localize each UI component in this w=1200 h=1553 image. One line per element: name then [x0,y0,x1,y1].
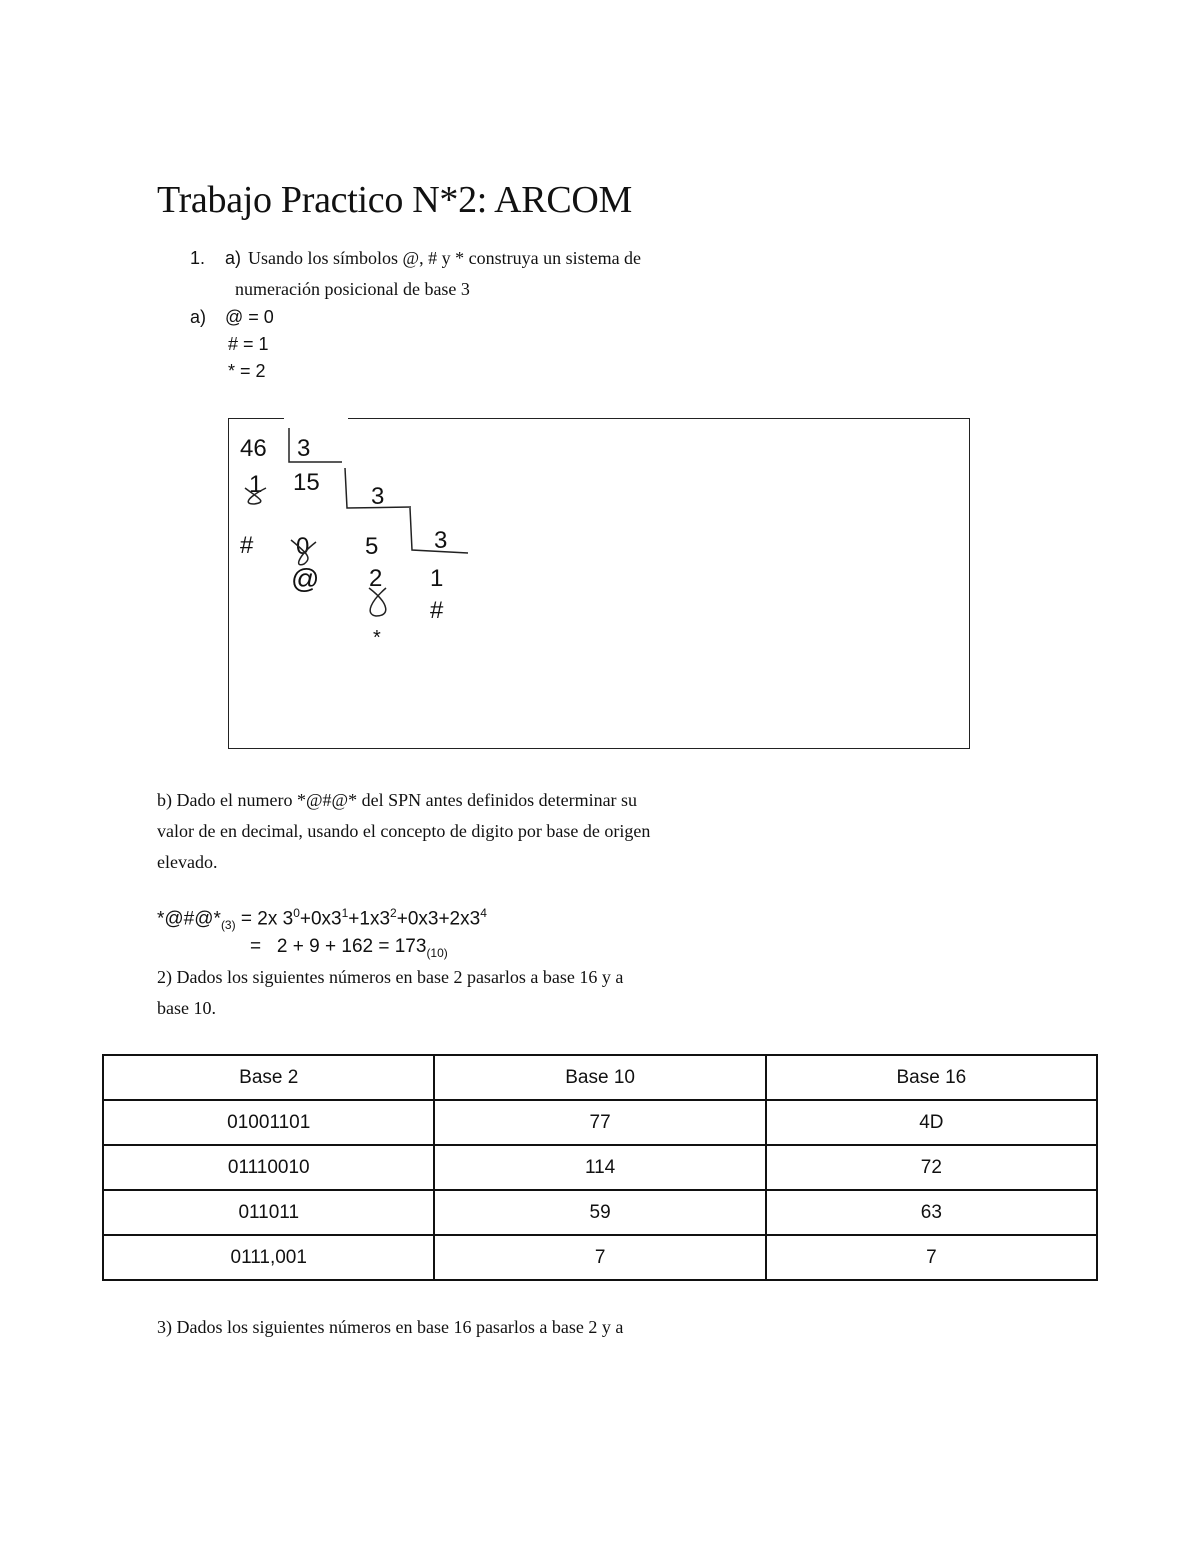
q1b-line2: valor de en decimal, usando el concepto de digito por base de origen [157,821,651,841]
eq1-exp3: 2 [390,906,397,920]
eq1-lhs: *@#@* [157,908,221,930]
q1-prefix: a) [225,248,242,268]
remainder-1: 1 [249,471,263,498]
eq1-term2: +0x3 [299,908,342,930]
cell-base-2: 01001101 [103,1100,434,1145]
eq1-lhs-sub: (3) [220,918,236,933]
cell-base-10: 7 [434,1235,765,1280]
quotient-2: 5 [365,533,379,560]
cell-base-2: 01110010 [103,1145,434,1190]
header-base-10: Base 10 [434,1055,765,1100]
mapping-at: @ = 0 [225,307,274,327]
eq1-term3: +1x3 [348,908,391,930]
table-header-row [103,1055,1097,1100]
remainder-3: 2 [369,565,383,592]
eq1-term4: +0x3+2x3 [396,908,481,930]
q1b-line1: b) Dado el numero *@#@* del SPN antes definidos determinar su [157,790,638,810]
quotient-1: 15 [293,469,320,496]
page-title: Trabajo Practico N*2: ARCOM [157,179,632,221]
remainder-2: 0 [296,533,310,560]
cell-base-10: 77 [434,1100,765,1145]
table-row [103,1190,1097,1235]
equation-line-1 [157,906,487,932]
table-row [103,1235,1097,1280]
divisor-2: 3 [371,483,385,510]
symbol-at: @ [291,563,320,594]
table-row [103,1145,1097,1190]
divisor-1: 3 [297,435,311,462]
cell-base-10: 59 [434,1190,765,1235]
q2-line2: base 10. [157,998,216,1018]
eq1-term1: = 2x 3 [235,908,294,930]
symbol-hash-2: # [430,597,444,624]
q3-line1: 3) Dados los siguientes números en base 16 pasarlos a base 2 y a [157,1317,624,1337]
header-base-2: Base 2 [103,1055,434,1100]
cell-base-16: 63 [766,1190,1097,1235]
table-row [103,1100,1097,1145]
cell-base-16: 7 [766,1235,1097,1280]
eq1-exp2: 1 [341,906,349,920]
q1-line2: numeración posicional de base 3 [235,279,470,299]
dividend: 46 [240,435,267,462]
cell-base-10: 114 [434,1145,765,1190]
cell-base-16: 72 [766,1145,1097,1190]
equation-line-2 [250,936,448,960]
eq2-text: = 2 + 9 + 162 = 173 [250,936,427,957]
loop-arrow-3 [369,588,386,616]
conversion-table [102,1054,1098,1281]
q1-number: 1. [190,248,206,268]
quotient-3: 1 [430,565,444,592]
q1b-line3: elevado. [157,852,218,872]
eq2-sub: (10) [426,945,448,960]
divisor-3: 3 [434,527,448,554]
q1-answer-label: a) [190,307,207,327]
eq1-exp1: 0 [293,906,300,920]
symbol-star: * [373,627,381,649]
cell-base-16: 4D [766,1100,1097,1145]
symbol-hash-1: # [240,532,254,559]
mapping-hash: # = 1 [228,334,269,354]
eq1-exp4: 4 [480,906,487,920]
cell-base-2: 011011 [103,1190,434,1235]
q2-line1: 2) Dados los siguientes números en base 2 pasarlos a base 16 y a [157,967,624,987]
division-diagram [228,418,970,749]
mapping-star: * = 2 [228,361,266,381]
cell-base-2: 0111,001 [103,1235,434,1280]
q1-line1: Usando los símbolos @, # y * construya un sistema de [248,248,642,268]
header-base-16: Base 16 [766,1055,1097,1100]
